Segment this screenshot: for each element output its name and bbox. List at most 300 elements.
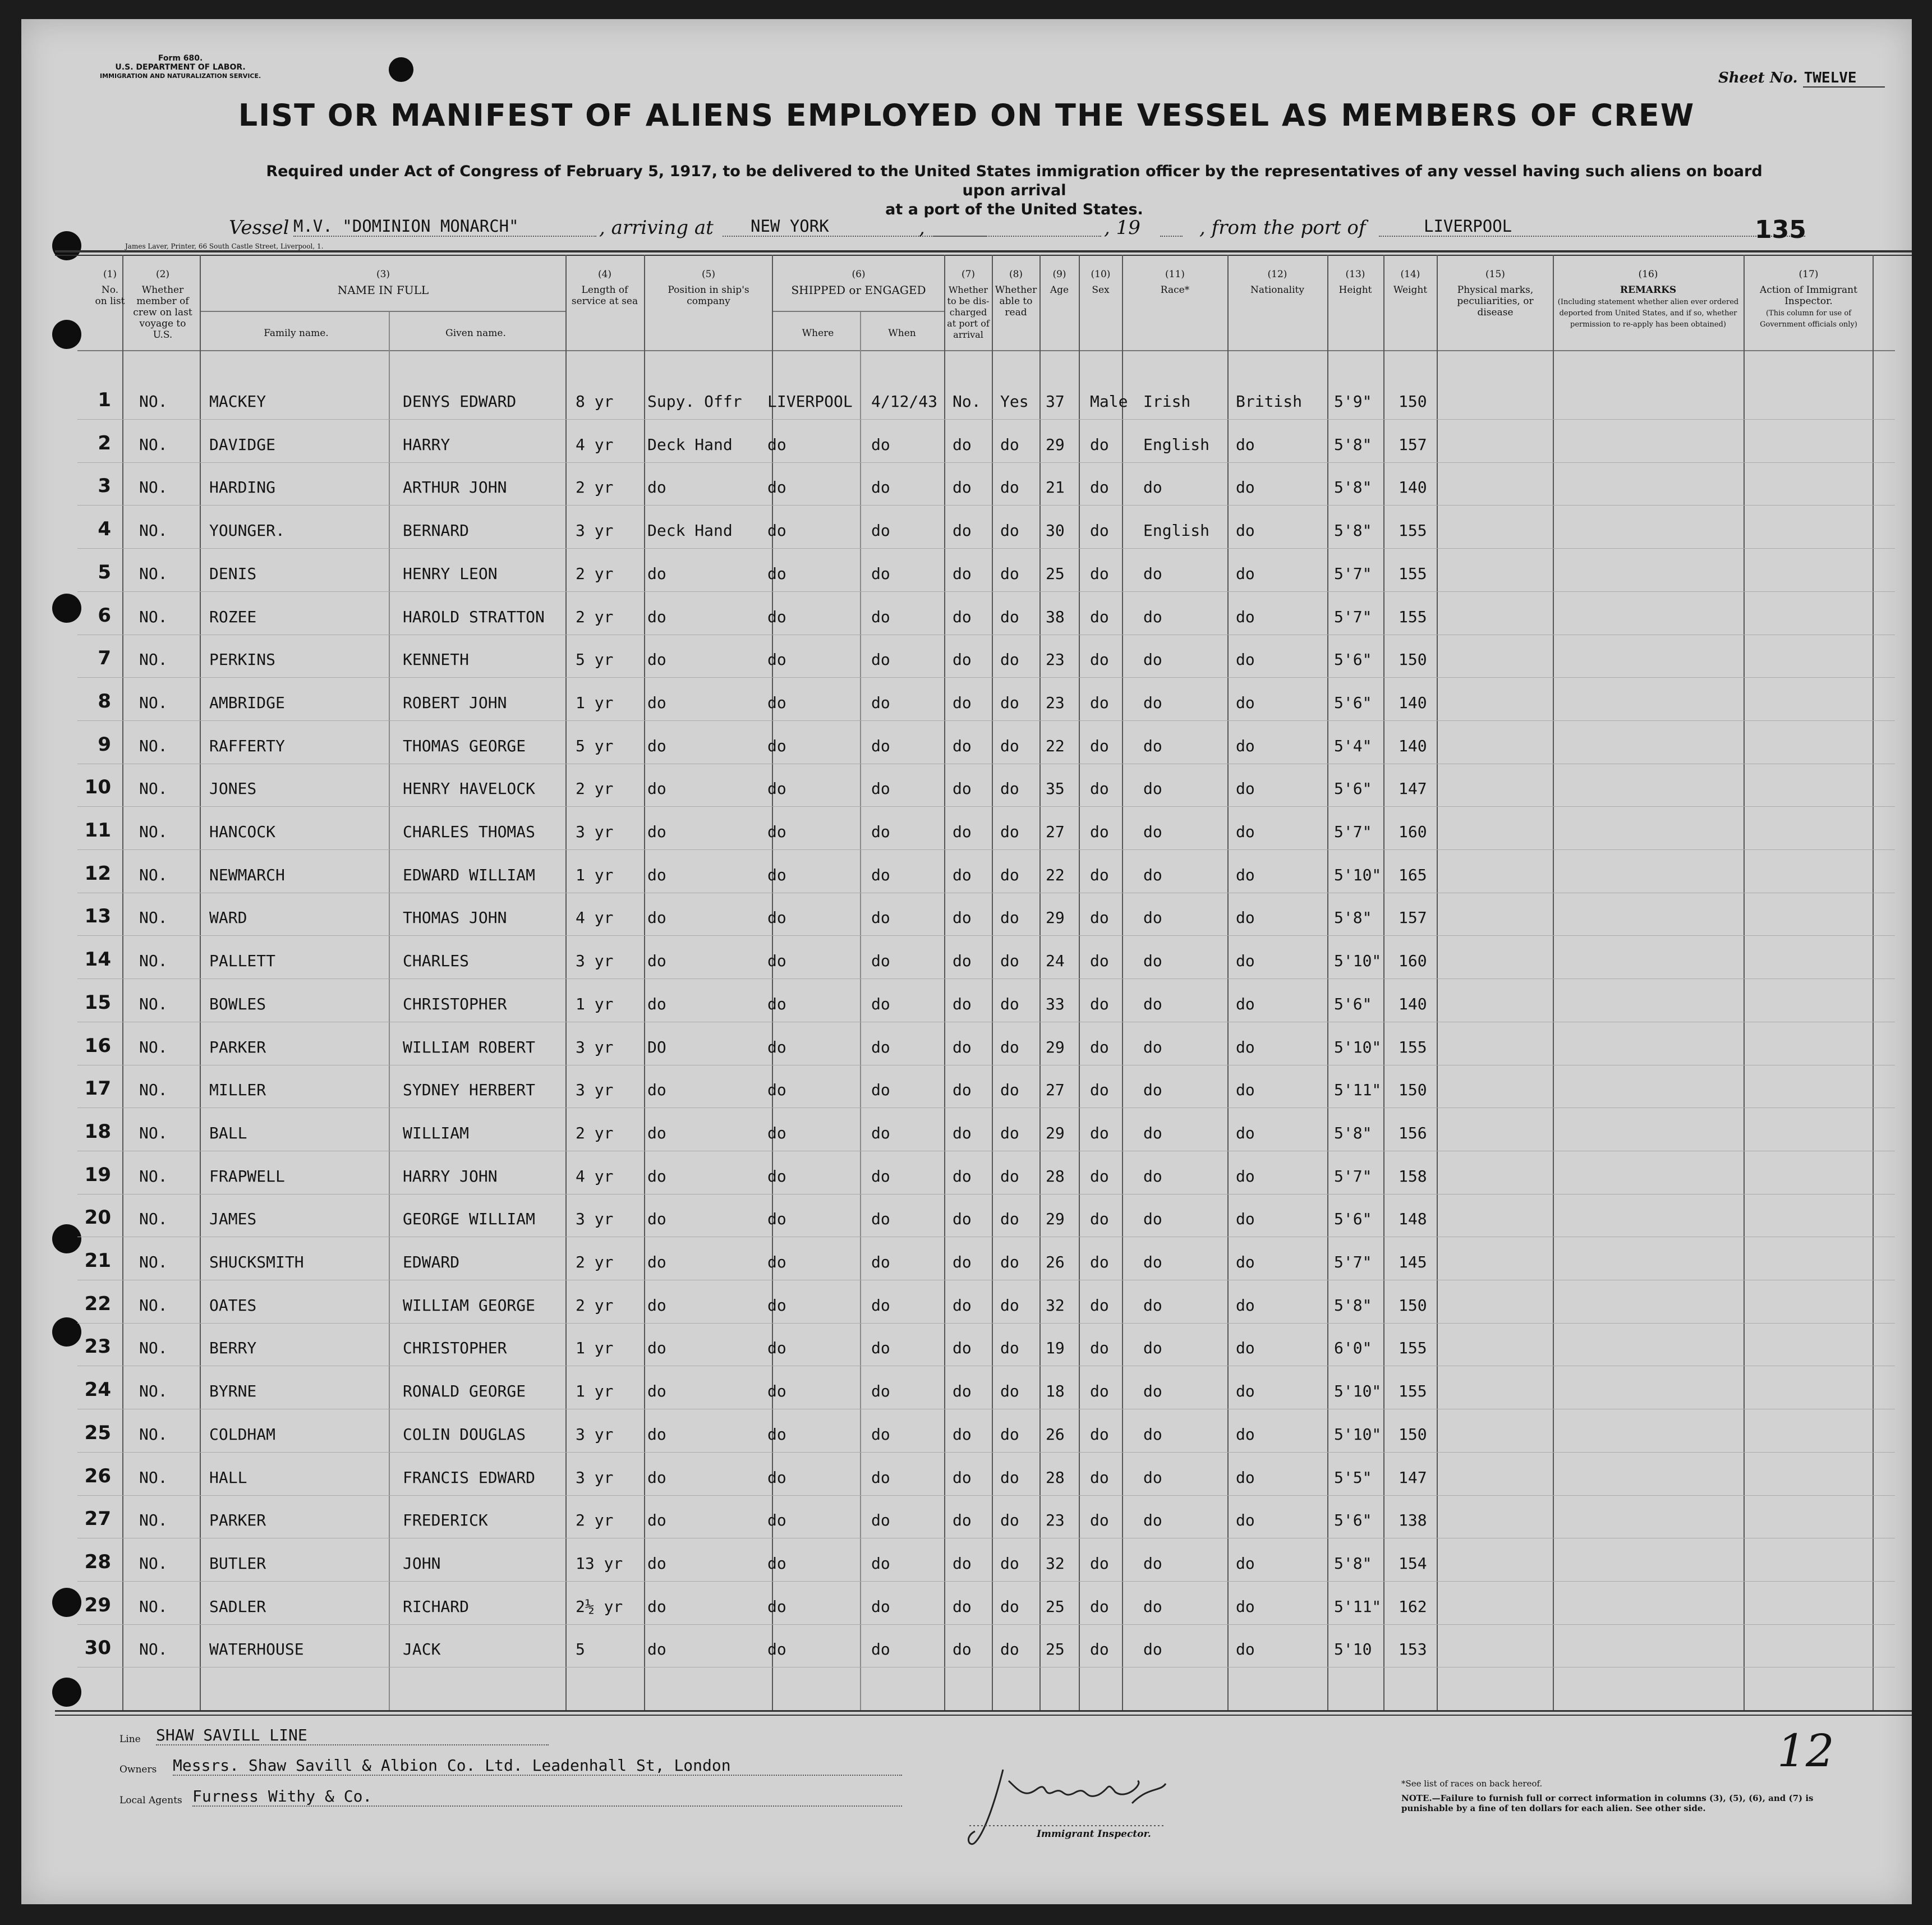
cell-shipped-where: do xyxy=(767,1295,786,1315)
cell-sex: do xyxy=(1090,1339,1109,1358)
cell-can-read: do xyxy=(1000,823,1019,841)
sheet-value: TWELVE xyxy=(1803,70,1885,88)
row-rule xyxy=(77,419,1895,420)
cell-age: 28 xyxy=(1046,1166,1065,1186)
line-label: Line xyxy=(119,1734,141,1745)
cell-weight: 147 xyxy=(1399,1468,1427,1487)
cell-family-name: DENIS xyxy=(209,564,257,583)
cell-height: 5'10" xyxy=(1334,1037,1382,1056)
cell-sex: do xyxy=(1090,478,1109,497)
printer-imprint: James Laver, Printer, 66 South Castle Street, Liverpool, 1. xyxy=(125,242,324,250)
date-comma: , xyxy=(919,217,925,239)
cell-shipped-where: do xyxy=(767,908,786,927)
cell-discharged: do xyxy=(953,1339,972,1358)
cell-shipped-when: do xyxy=(871,564,890,583)
header-given-name: Given name. xyxy=(445,328,506,339)
cell-race: do xyxy=(1143,607,1162,626)
cell-can-read: do xyxy=(1000,693,1019,712)
cell-family-name: BYRNE xyxy=(209,1382,257,1401)
cell-discharged: do xyxy=(953,1123,972,1142)
name-subheader-rule xyxy=(201,311,565,312)
cell-nationality: do xyxy=(1236,779,1255,798)
cell-weight: 140 xyxy=(1399,693,1427,712)
cell-discharged: do xyxy=(953,994,972,1013)
cell-row-number: 30 xyxy=(84,1637,111,1660)
col-divider xyxy=(200,255,201,1710)
cell-height: 5'10" xyxy=(1334,865,1382,884)
cell-can-read: do xyxy=(1000,564,1019,583)
cell-nationality: do xyxy=(1236,607,1255,626)
cell-row-number: 21 xyxy=(84,1249,111,1272)
cell-weight: 140 xyxy=(1399,736,1427,755)
cell-sex: do xyxy=(1090,736,1109,755)
cell-sex: do xyxy=(1090,1166,1109,1186)
cell-sex: do xyxy=(1090,650,1109,669)
vessel-label: Vessel xyxy=(229,217,289,239)
cell-shipped-when: do xyxy=(871,1597,890,1616)
cell-service-length: 2 yr xyxy=(576,1123,614,1142)
cell-last-voyage: NO. xyxy=(139,1468,168,1487)
cell-nationality: do xyxy=(1236,650,1255,669)
col-divider xyxy=(1383,255,1384,1710)
cell-height: 5'8" xyxy=(1334,1554,1372,1573)
cell-position: do xyxy=(647,1382,666,1401)
cell-can-read: do xyxy=(1000,1081,1019,1100)
cell-height: 5'6" xyxy=(1334,1210,1372,1229)
cell-position: do xyxy=(647,1468,666,1487)
cell-can-read: do xyxy=(1000,1339,1019,1358)
cell-service-length: 3 yr xyxy=(576,521,614,540)
cell-shipped-when: do xyxy=(871,1081,890,1100)
cell-service-length: 1 yr xyxy=(576,1339,614,1358)
col-divider xyxy=(1227,255,1229,1710)
cell-discharged: do xyxy=(953,1382,972,1401)
cell-service-length: 3 yr xyxy=(576,1210,614,1229)
cell-given-name: RICHARD xyxy=(403,1597,470,1616)
cell-position: do xyxy=(647,952,666,971)
cell-given-name: GEORGE WILLIAM xyxy=(403,1210,536,1229)
cell-service-length: 2 yr xyxy=(576,564,614,583)
cell-height: 6'0" xyxy=(1334,1339,1372,1358)
cell-sex: do xyxy=(1090,1253,1109,1271)
cell-sex: do xyxy=(1090,1295,1109,1315)
cell-can-read: do xyxy=(1000,1425,1019,1444)
cell-shipped-where: do xyxy=(767,435,786,454)
cell-age: 29 xyxy=(1046,435,1065,454)
cell-height: 5'7" xyxy=(1334,607,1372,626)
cell-row-number: 14 xyxy=(84,948,111,971)
cell-race: do xyxy=(1143,1468,1162,1487)
cell-weight: 165 xyxy=(1399,865,1427,884)
from-label: , from the port of xyxy=(1199,217,1366,239)
cell-age: 33 xyxy=(1046,994,1065,1013)
cell-can-read: do xyxy=(1000,1166,1019,1186)
col-divider xyxy=(1744,255,1745,1710)
cell-last-voyage: NO. xyxy=(139,607,168,626)
cell-weight: 158 xyxy=(1399,1166,1427,1186)
col-divider xyxy=(122,255,123,1710)
cell-height: 5'6" xyxy=(1334,779,1372,798)
cell-can-read: do xyxy=(1000,1468,1019,1487)
cell-weight: 148 xyxy=(1399,1210,1427,1229)
cell-shipped-where: do xyxy=(767,478,786,497)
cell-given-name: DENYS EDWARD xyxy=(403,392,517,411)
cell-row-number: 24 xyxy=(84,1379,111,1402)
cell-height: 5'8" xyxy=(1334,478,1372,497)
cell-service-length: 5 xyxy=(576,1640,585,1659)
cell-position: do xyxy=(647,1640,666,1659)
cell-weight: 155 xyxy=(1399,1382,1427,1401)
cell-height: 5'8" xyxy=(1334,521,1372,540)
cell-height: 5'11" xyxy=(1334,1597,1382,1616)
form-info xyxy=(100,54,261,81)
arrival-port: NEW YORK xyxy=(723,217,986,237)
cell-service-length: 3 yr xyxy=(576,952,614,971)
cell-service-length: 1 yr xyxy=(576,865,614,884)
cell-nationality: do xyxy=(1236,1339,1255,1358)
cell-given-name: FRANCIS EDWARD xyxy=(403,1468,536,1487)
cell-row-number: 7 xyxy=(98,647,111,670)
header-col-17: (17) Action of Immigrant Inspector. (This column for use of Government officials only) xyxy=(1760,269,1857,329)
cell-given-name: HAROLD STRATTON xyxy=(403,607,545,626)
cell-last-voyage: NO. xyxy=(139,1640,168,1659)
cell-given-name: WILLIAM GEORGE xyxy=(403,1295,536,1315)
cell-position: Deck Hand xyxy=(647,435,733,454)
punch-hole xyxy=(389,57,413,82)
cell-nationality: do xyxy=(1236,736,1255,755)
cell-race: do xyxy=(1143,564,1162,583)
cell-shipped-where: do xyxy=(767,1081,786,1100)
cell-age: 22 xyxy=(1046,865,1065,884)
cell-service-length: 2 yr xyxy=(576,1253,614,1271)
cell-given-name: WILLIAM xyxy=(403,1123,470,1142)
cell-can-read: do xyxy=(1000,1210,1019,1229)
from-port: LIVERPOOL xyxy=(1379,217,1805,237)
cell-sex: do xyxy=(1090,521,1109,540)
cell-given-name: FREDERICK xyxy=(403,1511,488,1530)
cell-race: do xyxy=(1143,1339,1162,1358)
cell-weight: 155 xyxy=(1399,1339,1427,1358)
cell-can-read: do xyxy=(1000,607,1019,626)
col-divider xyxy=(644,255,645,1710)
cell-nationality: do xyxy=(1236,865,1255,884)
cell-given-name: CHRISTOPHER xyxy=(403,994,507,1013)
cell-last-voyage: NO. xyxy=(139,564,168,583)
cell-given-name: COLIN DOUGLAS xyxy=(403,1425,526,1444)
cell-last-voyage: NO. xyxy=(139,1166,168,1186)
owners-label: Owners xyxy=(119,1764,157,1775)
cell-family-name: PALLETT xyxy=(209,952,276,971)
cell-given-name: WILLIAM ROBERT xyxy=(403,1037,536,1056)
cell-given-name: HENRY LEON xyxy=(403,564,498,583)
cell-race: do xyxy=(1143,650,1162,669)
cell-shipped-when: do xyxy=(871,779,890,798)
cell-service-length: 4 yr xyxy=(576,908,614,927)
cell-service-length: 2 yr xyxy=(576,607,614,626)
cell-family-name: YOUNGER. xyxy=(209,521,285,540)
subtitle-line-1: Required under Act of Congress of February 5, 1917, to be delivered to the United States immigration officer by the representatives of any vessel having such aliens on board upon arrival xyxy=(266,163,1763,199)
cell-given-name: CHARLES THOMAS xyxy=(403,823,536,841)
cell-discharged: do xyxy=(953,1554,972,1573)
row-rule xyxy=(77,677,1895,678)
cell-shipped-when: do xyxy=(871,1511,890,1530)
cell-family-name: PARKER xyxy=(209,1511,266,1530)
cell-last-voyage: NO. xyxy=(139,908,168,927)
cell-height: 5'10" xyxy=(1334,1425,1382,1444)
cell-position: do xyxy=(647,1123,666,1142)
cell-sex: do xyxy=(1090,779,1109,798)
page-mark: 12 xyxy=(1777,1725,1834,1777)
header-bottom-rule xyxy=(77,350,1895,351)
cell-last-voyage: NO. xyxy=(139,1382,168,1401)
cell-shipped-when: do xyxy=(871,1166,890,1186)
cell-sex: do xyxy=(1090,823,1109,841)
cell-position: do xyxy=(647,607,666,626)
cell-sex: do xyxy=(1090,1081,1109,1100)
cell-row-number: 5 xyxy=(98,560,111,584)
cell-row-number: 27 xyxy=(84,1508,111,1531)
cell-family-name: WARD xyxy=(209,908,247,927)
subtitle xyxy=(257,162,1772,219)
cell-position: do xyxy=(647,564,666,583)
cell-row-number: 26 xyxy=(84,1464,111,1487)
date-blank xyxy=(933,217,1101,237)
header-col-14: (14) Weight xyxy=(1393,269,1428,296)
cell-shipped-when: do xyxy=(871,521,890,540)
cell-given-name: THOMAS JOHN xyxy=(403,908,507,927)
cell-shipped-when: do xyxy=(871,607,890,626)
cell-can-read: do xyxy=(1000,779,1019,798)
cell-service-length: 3 yr xyxy=(576,823,614,841)
cell-family-name: RAFFERTY xyxy=(209,736,285,755)
cell-discharged: do xyxy=(953,1295,972,1315)
col-divider xyxy=(1079,255,1080,1710)
cell-discharged: do xyxy=(953,865,972,884)
cell-discharged: do xyxy=(953,521,972,540)
cell-weight: 160 xyxy=(1399,823,1427,841)
cell-nationality: do xyxy=(1236,1210,1255,1229)
cell-service-length: 13 yr xyxy=(576,1554,623,1573)
cell-shipped-where: do xyxy=(767,779,786,798)
cell-sex: do xyxy=(1090,994,1109,1013)
cell-last-voyage: NO. xyxy=(139,952,168,971)
cell-shipped-when: do xyxy=(871,1123,890,1142)
cell-shipped-where: do xyxy=(767,564,786,583)
cell-discharged: do xyxy=(953,952,972,971)
cell-age: 21 xyxy=(1046,478,1065,497)
cell-age: 35 xyxy=(1046,779,1065,798)
cell-race: do xyxy=(1143,1166,1162,1186)
cell-shipped-where: do xyxy=(767,650,786,669)
cell-age: 25 xyxy=(1046,564,1065,583)
cell-service-length: 2 yr xyxy=(576,1295,614,1315)
cell-nationality: do xyxy=(1236,1425,1255,1444)
cell-position: do xyxy=(647,478,666,497)
cell-discharged: do xyxy=(953,1425,972,1444)
cell-family-name: COLDHAM xyxy=(209,1425,276,1444)
cell-given-name: KENNETH xyxy=(403,650,470,669)
cell-row-number: 11 xyxy=(84,819,111,842)
cell-given-name: BERNARD xyxy=(403,521,470,540)
header-col-9: (9) Age xyxy=(1050,269,1069,296)
cell-shipped-when: do xyxy=(871,865,890,884)
cell-age: 27 xyxy=(1046,823,1065,841)
cell-last-voyage: NO. xyxy=(139,823,168,841)
cell-row-number: 8 xyxy=(98,690,111,713)
cell-row-number: 18 xyxy=(84,1120,111,1143)
cell-nationality: do xyxy=(1236,823,1255,841)
cell-last-voyage: NO. xyxy=(139,1037,168,1056)
vessel-name: M.V. "DOMINION MONARCH" xyxy=(293,217,596,237)
cell-shipped-where: do xyxy=(767,952,786,971)
cell-weight: 157 xyxy=(1399,908,1427,927)
col-divider xyxy=(1327,255,1328,1710)
cell-race: do xyxy=(1143,478,1162,497)
cell-service-length: 3 yr xyxy=(576,1468,614,1487)
cell-family-name: BUTLER xyxy=(209,1554,266,1573)
cell-shipped-when: do xyxy=(871,1210,890,1229)
cell-age: 25 xyxy=(1046,1597,1065,1616)
cell-family-name: HARDING xyxy=(209,478,276,497)
cell-weight: 155 xyxy=(1399,564,1427,583)
header-col-6: (6) SHIPPED or ENGAGED xyxy=(791,269,926,297)
cell-last-voyage: NO. xyxy=(139,1253,168,1271)
cell-shipped-where: do xyxy=(767,1511,786,1530)
cell-sex: do xyxy=(1090,1640,1109,1659)
cell-position: do xyxy=(647,1425,666,1444)
cell-family-name: NEWMARCH xyxy=(209,865,285,884)
cell-shipped-where: do xyxy=(767,1554,786,1573)
cell-sex: do xyxy=(1090,908,1109,927)
cell-family-name: HANCOCK xyxy=(209,823,276,841)
cell-weight: 150 xyxy=(1399,650,1427,669)
manifest-sheet xyxy=(21,19,1912,1904)
cell-can-read: do xyxy=(1000,994,1019,1013)
cell-family-name: BOWLES xyxy=(209,994,266,1013)
table-top-rule-2 xyxy=(55,255,1912,256)
sheet-number xyxy=(1718,70,1885,86)
penalty-note: NOTE.—Failure to furnish full or correct information in columns (3), (5), (6), and (7) is punishable by a fine of ten dollars for each alien. See other side. xyxy=(1401,1793,1814,1813)
row-rule xyxy=(77,935,1895,936)
cell-weight: 150 xyxy=(1399,392,1427,411)
row-rule xyxy=(77,720,1895,721)
cell-height: 5'11" xyxy=(1334,1081,1382,1100)
col-divider xyxy=(860,311,861,1710)
year-blank xyxy=(1160,217,1183,237)
cell-sex: Male xyxy=(1090,392,1128,411)
row-rule xyxy=(77,1581,1895,1582)
cell-service-length: 2½ yr xyxy=(576,1597,623,1616)
cell-age: 32 xyxy=(1046,1295,1065,1315)
cell-can-read: do xyxy=(1000,1640,1019,1659)
cell-nationality: do xyxy=(1236,1554,1255,1573)
cell-age: 23 xyxy=(1046,1511,1065,1530)
cell-position: do xyxy=(647,1554,666,1573)
service: IMMIGRATION AND NATURALIZATION SERVICE. xyxy=(100,72,261,80)
cell-height: 5'6" xyxy=(1334,994,1372,1013)
cell-can-read: do xyxy=(1000,435,1019,454)
cell-discharged: do xyxy=(953,1081,972,1100)
cell-service-length: 1 yr xyxy=(576,994,614,1013)
cell-weight: 160 xyxy=(1399,952,1427,971)
cell-row-number: 23 xyxy=(84,1335,111,1358)
cell-nationality: do xyxy=(1236,994,1255,1013)
cell-shipped-where: do xyxy=(767,823,786,841)
cell-sex: do xyxy=(1090,952,1109,971)
cell-nationality: do xyxy=(1236,1597,1255,1616)
cell-row-number: 28 xyxy=(84,1550,111,1573)
cell-shipped-where: do xyxy=(767,1037,786,1056)
cell-row-number: 13 xyxy=(84,905,111,928)
header-col-12: (12) Nationality xyxy=(1250,269,1304,296)
cell-last-voyage: NO. xyxy=(139,693,168,712)
cell-discharged: do xyxy=(953,1597,972,1616)
cell-nationality: do xyxy=(1236,478,1255,497)
cell-given-name: HARRY xyxy=(403,435,450,454)
cell-service-length: 1 yr xyxy=(576,693,614,712)
cell-sex: do xyxy=(1090,1123,1109,1142)
row-rule xyxy=(77,1624,1895,1625)
row-rule xyxy=(77,548,1895,549)
cell-row-number: 25 xyxy=(84,1421,111,1444)
cell-shipped-where: do xyxy=(767,1166,786,1186)
cell-height: 5'5" xyxy=(1334,1468,1372,1487)
cell-race: English xyxy=(1143,435,1210,454)
cell-age: 29 xyxy=(1046,1123,1065,1142)
cell-position: do xyxy=(647,1295,666,1315)
cell-family-name: MILLER xyxy=(209,1081,266,1100)
cell-last-voyage: NO. xyxy=(139,478,168,497)
cell-shipped-where: do xyxy=(767,1339,786,1358)
cell-discharged: do xyxy=(953,823,972,841)
cell-race: do xyxy=(1143,779,1162,798)
cell-service-length: 2 yr xyxy=(576,478,614,497)
cell-sex: do xyxy=(1090,865,1109,884)
cell-nationality: do xyxy=(1236,1468,1255,1487)
cell-row-number: 20 xyxy=(84,1206,111,1229)
owners-value: Messrs. Shaw Savill & Albion Co. Ltd. Leadenhall St, London xyxy=(173,1756,902,1776)
cell-nationality: do xyxy=(1236,952,1255,971)
cell-nationality: do xyxy=(1236,908,1255,927)
col-divider xyxy=(992,255,993,1710)
cell-row-number: 17 xyxy=(84,1077,111,1100)
cell-family-name: SADLER xyxy=(209,1597,266,1616)
cell-shipped-where: do xyxy=(767,1253,786,1271)
cell-weight: 155 xyxy=(1399,1037,1427,1056)
cell-position: DO xyxy=(647,1037,666,1056)
cell-weight: 150 xyxy=(1399,1295,1427,1315)
subtitle-line-2: at a port of the United States. xyxy=(885,201,1143,218)
cell-family-name: OATES xyxy=(209,1295,257,1315)
cell-nationality: do xyxy=(1236,435,1255,454)
cell-shipped-when: do xyxy=(871,736,890,755)
header-col-5: (5) Position in ship's company xyxy=(668,269,749,307)
cell-shipped-when: do xyxy=(871,1468,890,1487)
cell-age: 38 xyxy=(1046,607,1065,626)
cell-age: 29 xyxy=(1046,908,1065,927)
cell-can-read: do xyxy=(1000,865,1019,884)
cell-last-voyage: NO. xyxy=(139,1123,168,1142)
cell-family-name: SHUCKSMITH xyxy=(209,1253,304,1271)
cell-family-name: AMBRIDGE xyxy=(209,693,285,712)
cell-sex: do xyxy=(1090,564,1109,583)
cell-shipped-when: do xyxy=(871,994,890,1013)
cell-height: 5'9" xyxy=(1334,392,1372,411)
cell-race: do xyxy=(1143,1295,1162,1315)
cell-shipped-when: do xyxy=(871,1554,890,1573)
cell-shipped-when: do xyxy=(871,1382,890,1401)
manifest-page-number: 135 xyxy=(1755,215,1806,244)
